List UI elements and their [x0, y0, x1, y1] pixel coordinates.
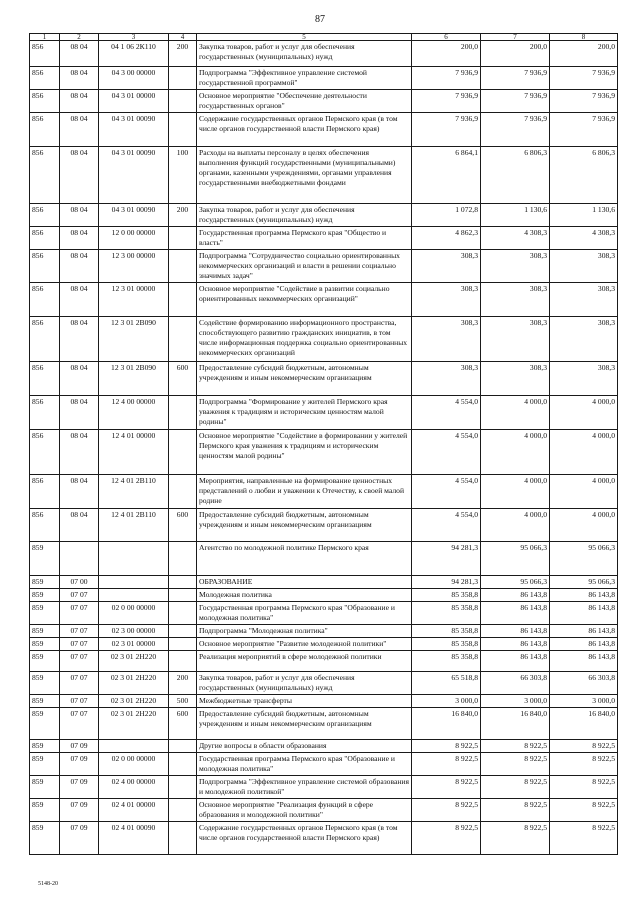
amount-2021: 8 922,5	[412, 753, 481, 776]
section-code: 08 04	[60, 90, 99, 113]
amount-2021: 4 554,0	[412, 430, 481, 475]
table-row	[30, 822, 618, 855]
amount-2023: 4 000,0	[550, 396, 618, 430]
table-row	[30, 799, 618, 822]
amount-2022: 6 806,3	[481, 147, 550, 204]
ministry-code: 856	[30, 250, 60, 283]
amount-2021: 200,0	[412, 41, 481, 67]
table-row	[30, 651, 618, 672]
expense-type	[169, 576, 197, 589]
section-code: 08 04	[60, 396, 99, 430]
item-name: Межбюджетные трансферты	[197, 695, 412, 708]
item-name: Основное мероприятие "Развитие молодежной политики"	[197, 638, 412, 651]
amount-2021: 1 072,8	[412, 204, 481, 227]
amount-2023: 6 806,3	[550, 147, 618, 204]
ministry-code: 856	[30, 204, 60, 227]
article-code: 02 0 00 00000	[99, 753, 169, 776]
section-code: 08 04	[60, 430, 99, 475]
column-number: 7	[481, 34, 550, 41]
article-code: 12 3 01 2В090	[99, 317, 169, 362]
amount-2023: 4 308,3	[550, 227, 618, 250]
expense-type	[169, 602, 197, 625]
amount-2021: 308,3	[412, 283, 481, 317]
amount-2023: 8 922,5	[550, 753, 618, 776]
section-code: 08 04	[60, 67, 99, 90]
amount-2021: 308,3	[412, 250, 481, 283]
amount-2023: 7 936,9	[550, 67, 618, 90]
article-code: 12 4 01 2В110	[99, 509, 169, 542]
amount-2021: 3 000,0	[412, 695, 481, 708]
section-code: 07 07	[60, 589, 99, 602]
table-row	[30, 396, 618, 430]
expense-type	[169, 589, 197, 602]
table-row	[30, 602, 618, 625]
article-code: 12 4 01 2В110	[99, 475, 169, 509]
item-name: Предоставление субсидий бюджетным, автономным учреждениям и иным некоммерческим организациям	[197, 708, 412, 740]
article-code: 04 3 01 00090	[99, 204, 169, 227]
amount-2022: 86 143,8	[481, 602, 550, 625]
amount-2023: 8 922,5	[550, 799, 618, 822]
column-number: 4	[169, 34, 197, 41]
expense-type	[169, 67, 197, 90]
amount-2023: 86 143,8	[550, 651, 618, 672]
article-code: 04 3 01 00090	[99, 113, 169, 147]
ministry-code: 856	[30, 147, 60, 204]
section-code: 07 09	[60, 740, 99, 753]
amount-2021: 85 358,8	[412, 638, 481, 651]
amount-2023: 3 000,0	[550, 695, 618, 708]
item-name: Мероприятия, направленные на формирование ценностных представлений о любви и уважении к Отечеству, к своей малой родине	[197, 475, 412, 509]
amount-2023: 8 922,5	[550, 740, 618, 753]
amount-2022: 86 143,8	[481, 638, 550, 651]
table-row	[30, 776, 618, 799]
column-number: 3	[99, 34, 169, 41]
expense-type	[169, 753, 197, 776]
table-row	[30, 41, 618, 67]
ministry-code: 859	[30, 740, 60, 753]
item-name: Подпрограмма "Эффективное управление системой государственной программой"	[197, 67, 412, 90]
item-name: Молодежная политика	[197, 589, 412, 602]
table-row	[30, 227, 618, 250]
article-code	[99, 542, 169, 576]
table-row	[30, 362, 618, 396]
amount-2021: 7 936,9	[412, 90, 481, 113]
column-number: 6	[412, 34, 481, 41]
amount-2023: 7 936,9	[550, 90, 618, 113]
item-name: Основное мероприятие "Обеспечение деятельности государственных органов"	[197, 90, 412, 113]
amount-2021: 94 281,3	[412, 542, 481, 576]
article-code: 04 3 01 00090	[99, 147, 169, 204]
ministry-code: 859	[30, 576, 60, 589]
amount-2023: 4 000,0	[550, 475, 618, 509]
column-number: 1	[30, 34, 60, 41]
item-name: Содействие формированию информационного пространства, способствующего развитию гражданских инициатив, в том числе информационная поддержка социально ориентированных некоммерческих организаций	[197, 317, 412, 362]
amount-2022: 8 922,5	[481, 822, 550, 855]
column-number: 8	[550, 34, 618, 41]
table-row	[30, 113, 618, 147]
amount-2021: 85 358,8	[412, 651, 481, 672]
article-code: 04 3 00 00000	[99, 67, 169, 90]
article-code: 12 4 00 00000	[99, 396, 169, 430]
amount-2023: 86 143,8	[550, 602, 618, 625]
article-code	[99, 589, 169, 602]
expense-type: 100	[169, 147, 197, 204]
amount-2021: 6 864,1	[412, 147, 481, 204]
amount-2023: 200,0	[550, 41, 618, 67]
section-code: 08 04	[60, 250, 99, 283]
section-code: 07 07	[60, 651, 99, 672]
section-code	[60, 542, 99, 576]
ministry-code: 856	[30, 41, 60, 67]
table-row	[30, 283, 618, 317]
amount-2022: 8 922,5	[481, 776, 550, 799]
article-code: 12 0 00 00000	[99, 227, 169, 250]
expense-type	[169, 250, 197, 283]
table-row	[30, 625, 618, 638]
expense-type	[169, 396, 197, 430]
ministry-code: 859	[30, 753, 60, 776]
item-name: Основное мероприятие "Содействие в формировании у жителей Пермского края уважения к традициям и историческим ценностям малой родины"	[197, 430, 412, 475]
item-name: Закупка товаров, работ и услуг для обеспечения государственных (муниципальных) нужд	[197, 672, 412, 695]
table-row	[30, 147, 618, 204]
budget-table	[29, 33, 618, 855]
amount-2023: 8 922,5	[550, 776, 618, 799]
ministry-code: 856	[30, 396, 60, 430]
ministry-code: 856	[30, 509, 60, 542]
amount-2022: 7 936,9	[481, 113, 550, 147]
ministry-code: 859	[30, 708, 60, 740]
article-code: 02 3 01 2Н220	[99, 708, 169, 740]
amount-2023: 308,3	[550, 283, 618, 317]
ministry-code: 859	[30, 625, 60, 638]
ministry-code: 856	[30, 283, 60, 317]
ministry-code: 859	[30, 799, 60, 822]
article-code: 12 3 01 00000	[99, 283, 169, 317]
amount-2021: 8 922,5	[412, 822, 481, 855]
expense-type	[169, 283, 197, 317]
item-name: Предоставление субсидий бюджетным, автономным учреждениям и иным некоммерческим организациям	[197, 509, 412, 542]
ministry-code: 859	[30, 602, 60, 625]
item-name: Предоставление субсидий бюджетным, автономным учреждениям и иным некоммерческим организациям	[197, 362, 412, 396]
amount-2023: 86 143,8	[550, 638, 618, 651]
amount-2022: 4 000,0	[481, 475, 550, 509]
item-name: Расходы на выплаты персоналу в целях обеспечения выполнения функций государственными (муниципальными) органами, казенными учреждениями, органами управления государственными внебюджетными фондами	[197, 147, 412, 204]
section-code: 07 07	[60, 708, 99, 740]
amount-2022: 308,3	[481, 283, 550, 317]
expense-type: 200	[169, 41, 197, 67]
article-code: 02 4 01 00000	[99, 799, 169, 822]
amount-2023: 4 000,0	[550, 430, 618, 475]
article-code	[99, 576, 169, 589]
section-code: 08 04	[60, 509, 99, 542]
amount-2022: 86 143,8	[481, 625, 550, 638]
section-code: 07 09	[60, 799, 99, 822]
amount-2022: 7 936,9	[481, 67, 550, 90]
table-row	[30, 672, 618, 695]
table-row	[30, 509, 618, 542]
column-number-row	[30, 34, 618, 41]
table-row	[30, 753, 618, 776]
amount-2022: 1 130,6	[481, 204, 550, 227]
column-number: 2	[60, 34, 99, 41]
amount-2022: 86 143,8	[481, 651, 550, 672]
item-name: Агентство по молодежной политике Пермского края	[197, 542, 412, 576]
amount-2022: 8 922,5	[481, 799, 550, 822]
expense-type: 200	[169, 204, 197, 227]
item-name: Подпрограмма "Формирование у жителей Пермского края уважения к традициям и историческим ценностям малой родины"	[197, 396, 412, 430]
section-code: 07 09	[60, 822, 99, 855]
section-code: 08 04	[60, 475, 99, 509]
amount-2023: 1 130,6	[550, 204, 618, 227]
ministry-code: 859	[30, 638, 60, 651]
ministry-code: 856	[30, 67, 60, 90]
section-code: 07 09	[60, 753, 99, 776]
ministry-code: 859	[30, 776, 60, 799]
article-code: 02 3 00 00000	[99, 625, 169, 638]
item-name: Подпрограмма "Эффективное управление системой образования и молодежной политикой"	[197, 776, 412, 799]
section-code: 08 04	[60, 227, 99, 250]
expense-type	[169, 430, 197, 475]
item-name: Основное мероприятие "Содействие в развитии социально ориентированных некоммерческих организаций"	[197, 283, 412, 317]
ministry-code: 859	[30, 589, 60, 602]
article-code	[99, 740, 169, 753]
expense-type	[169, 475, 197, 509]
amount-2022: 8 922,5	[481, 740, 550, 753]
section-code: 08 04	[60, 283, 99, 317]
item-name: Реализация мероприятий в сфере молодежной политики	[197, 651, 412, 672]
amount-2021: 308,3	[412, 317, 481, 362]
amount-2021: 4 554,0	[412, 396, 481, 430]
ministry-code: 859	[30, 695, 60, 708]
expense-type: 600	[169, 509, 197, 542]
ministry-code: 856	[30, 362, 60, 396]
amount-2021: 4 554,0	[412, 475, 481, 509]
ministry-code: 859	[30, 542, 60, 576]
amount-2021: 85 358,8	[412, 625, 481, 638]
table-row	[30, 317, 618, 362]
amount-2023: 86 143,8	[550, 625, 618, 638]
item-name: Государственная программа Пермского края "Образование и молодежная политика"	[197, 602, 412, 625]
ministry-code: 856	[30, 430, 60, 475]
amount-2021: 8 922,5	[412, 799, 481, 822]
table-row	[30, 740, 618, 753]
amount-2021: 65 518,8	[412, 672, 481, 695]
ministry-code: 856	[30, 90, 60, 113]
expense-type	[169, 651, 197, 672]
amount-2022: 4 000,0	[481, 396, 550, 430]
section-code: 07 09	[60, 776, 99, 799]
amount-2022: 308,3	[481, 362, 550, 396]
item-name: Подпрограмма "Сотрудничество социально ориентированных некоммерческих организаций и власти в решении социально значимых задач"	[197, 250, 412, 283]
item-name: Основное мероприятие "Реализация функций в сфере образования и молодежной политики"	[197, 799, 412, 822]
table-row	[30, 475, 618, 509]
section-code: 07 07	[60, 638, 99, 651]
table-row	[30, 430, 618, 475]
item-name: Закупка товаров, работ и услуг для обеспечения государственных (муниципальных) нужд	[197, 41, 412, 67]
table-row	[30, 250, 618, 283]
expense-type	[169, 90, 197, 113]
article-code: 02 3 01 2Н220	[99, 695, 169, 708]
ministry-code: 856	[30, 227, 60, 250]
expense-type: 200	[169, 672, 197, 695]
amount-2023: 86 143,8	[550, 589, 618, 602]
section-code: 08 04	[60, 317, 99, 362]
expense-type	[169, 542, 197, 576]
article-code: 04 1 06 2К110	[99, 41, 169, 67]
ministry-code: 856	[30, 317, 60, 362]
article-code: 02 3 01 2Н220	[99, 651, 169, 672]
ministry-code: 859	[30, 672, 60, 695]
article-code: 02 3 01 00000	[99, 638, 169, 651]
expense-type: 600	[169, 708, 197, 740]
ministry-code: 859	[30, 822, 60, 855]
amount-2023: 8 922,5	[550, 822, 618, 855]
ministry-code: 856	[30, 113, 60, 147]
amount-2021: 4 862,3	[412, 227, 481, 250]
amount-2023: 308,3	[550, 362, 618, 396]
amount-2022: 200,0	[481, 41, 550, 67]
ministry-code: 856	[30, 475, 60, 509]
item-name: ОБРАЗОВАНИЕ	[197, 576, 412, 589]
section-code: 08 04	[60, 204, 99, 227]
expense-type	[169, 113, 197, 147]
expense-type	[169, 822, 197, 855]
section-code: 07 07	[60, 602, 99, 625]
expense-type	[169, 799, 197, 822]
amount-2021: 16 840,0	[412, 708, 481, 740]
amount-2022: 3 000,0	[481, 695, 550, 708]
section-code: 07 07	[60, 672, 99, 695]
item-name: Другие вопросы в области образования	[197, 740, 412, 753]
amount-2022: 4 308,3	[481, 227, 550, 250]
table-row	[30, 542, 618, 576]
amount-2022: 95 066,3	[481, 576, 550, 589]
page-number: 87	[315, 14, 325, 25]
amount-2023: 16 840,0	[550, 708, 618, 740]
table-row	[30, 695, 618, 708]
expense-type	[169, 776, 197, 799]
expense-type: 600	[169, 362, 197, 396]
amount-2021: 7 936,9	[412, 67, 481, 90]
amount-2023: 95 066,3	[550, 542, 618, 576]
amount-2022: 4 000,0	[481, 509, 550, 542]
amount-2023: 308,3	[550, 317, 618, 362]
section-code: 07 07	[60, 625, 99, 638]
amount-2021: 8 922,5	[412, 776, 481, 799]
article-code: 02 4 00 00000	[99, 776, 169, 799]
column-number: 5	[197, 34, 412, 41]
table-row	[30, 589, 618, 602]
ministry-code: 859	[30, 651, 60, 672]
amount-2023: 7 936,9	[550, 113, 618, 147]
amount-2022: 95 066,3	[481, 542, 550, 576]
section-code: 07 07	[60, 695, 99, 708]
table-row	[30, 708, 618, 740]
amount-2023: 66 303,8	[550, 672, 618, 695]
item-name: Государственная программа Пермского края "Общество и власть"	[197, 227, 412, 250]
amount-2022: 66 303,8	[481, 672, 550, 695]
section-code: 08 04	[60, 113, 99, 147]
article-code: 02 3 01 2Н220	[99, 672, 169, 695]
expense-type	[169, 740, 197, 753]
amount-2021: 308,3	[412, 362, 481, 396]
section-code: 08 04	[60, 41, 99, 67]
amount-2022: 308,3	[481, 317, 550, 362]
amount-2022: 308,3	[481, 250, 550, 283]
amount-2022: 8 922,5	[481, 753, 550, 776]
table-row	[30, 576, 618, 589]
footer-code: 5148-20	[38, 881, 58, 887]
item-name: Закупка товаров, работ и услуг для обеспечения государственных (муниципальных) нужд	[197, 204, 412, 227]
article-code: 02 0 00 00000	[99, 602, 169, 625]
amount-2021: 85 358,8	[412, 602, 481, 625]
article-code: 12 3 00 00000	[99, 250, 169, 283]
amount-2021: 94 281,3	[412, 576, 481, 589]
item-name: Подпрограмма "Молодежная политика"	[197, 625, 412, 638]
table-row	[30, 638, 618, 651]
section-code: 08 04	[60, 362, 99, 396]
amount-2022: 4 000,0	[481, 430, 550, 475]
item-name: Содержание государственных органов Пермского края (в том числе органов государственной власти Пермского края)	[197, 113, 412, 147]
amount-2022: 7 936,9	[481, 90, 550, 113]
table-row	[30, 67, 618, 90]
amount-2021: 7 936,9	[412, 113, 481, 147]
table-row	[30, 204, 618, 227]
amount-2023: 308,3	[550, 250, 618, 283]
amount-2023: 95 066,3	[550, 576, 618, 589]
expense-type	[169, 317, 197, 362]
amount-2023: 4 000,0	[550, 509, 618, 542]
section-code: 07 00	[60, 576, 99, 589]
expense-type	[169, 625, 197, 638]
section-code: 08 04	[60, 147, 99, 204]
amount-2021: 4 554,0	[412, 509, 481, 542]
item-name: Содержание государственных органов Пермского края (в том числе органов государственной власти Пермского края)	[197, 822, 412, 855]
amount-2022: 16 840,0	[481, 708, 550, 740]
article-code: 02 4 01 00090	[99, 822, 169, 855]
amount-2022: 86 143,8	[481, 589, 550, 602]
item-name: Государственная программа Пермского края "Образование и молодежная политика"	[197, 753, 412, 776]
expense-type: 500	[169, 695, 197, 708]
expense-type	[169, 638, 197, 651]
article-code: 12 3 01 2В090	[99, 362, 169, 396]
table-row	[30, 90, 618, 113]
expense-type	[169, 227, 197, 250]
amount-2021: 8 922,5	[412, 740, 481, 753]
article-code: 04 3 01 00000	[99, 90, 169, 113]
article-code: 12 4 01 00000	[99, 430, 169, 475]
amount-2021: 85 358,8	[412, 589, 481, 602]
